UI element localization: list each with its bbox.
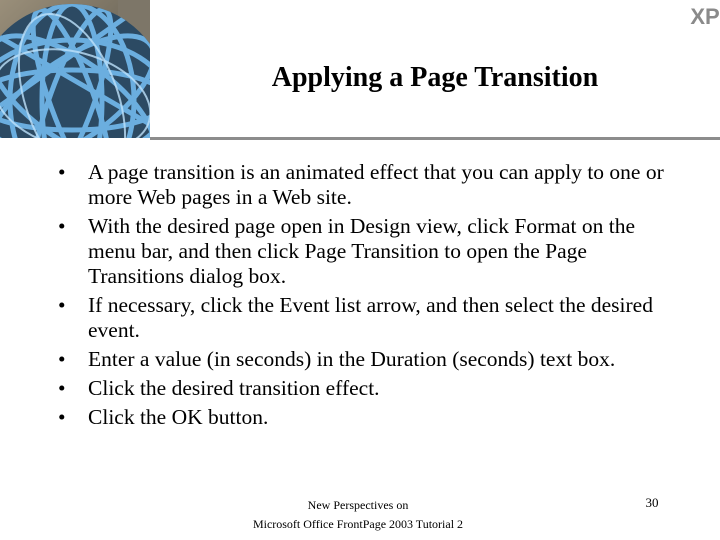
bullet-item: • With the desired page open in Design view, click Format on the menu bar, and then click Page Transition to open the Page Transitions dialog box. bbox=[54, 214, 674, 289]
xp-badge: XP bbox=[690, 0, 720, 96]
title-divider bbox=[150, 137, 720, 140]
footer-line-2: Microsoft Office FrontPage 2003 Tutorial 2 bbox=[252, 517, 464, 531]
bullet-item: • Click the OK button. bbox=[54, 405, 674, 430]
footer-text bbox=[200, 496, 516, 534]
footer-line-1: New Perspectives on bbox=[307, 498, 409, 512]
bullet-item: • If necessary, click the Event list arrow, and then select the desired event. bbox=[54, 293, 674, 343]
sphere-logo-image bbox=[0, 0, 150, 138]
page-number: 30 bbox=[645, 495, 659, 510]
slide-title: Applying a Page Transition bbox=[271, 62, 599, 93]
bullet-item: • Enter a value (in seconds) in the Duration (seconds) text box. bbox=[54, 347, 674, 372]
bullet-list bbox=[54, 160, 674, 434]
bullet-item: • A page transition is an animated effect that you can apply to one or more Web pages in a Web site. bbox=[54, 160, 674, 210]
bullet-item: • Click the desired transition effect. bbox=[54, 376, 674, 401]
